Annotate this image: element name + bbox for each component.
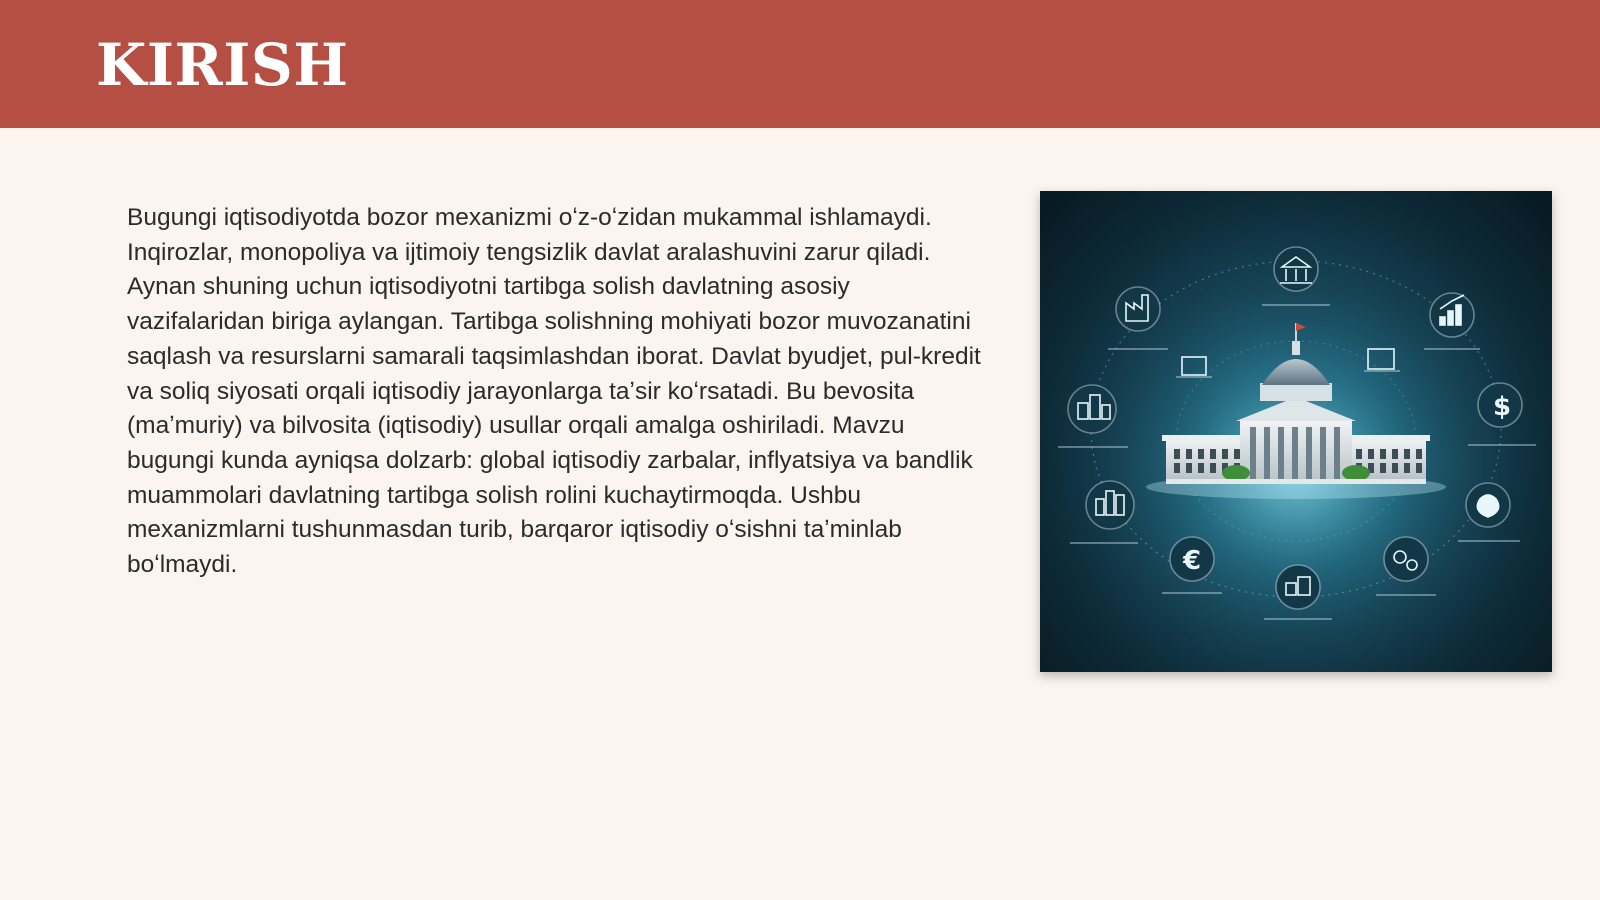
body-paragraph: Bugungi iqtisodiyotda bozor mexanizmi oʻz-oʻzidan mukammal ishlamaydi. Inqirozlar, monopoliya va ijtimoiy tengsizlik davlat aralashuvini zarur qiladi. Aynan shuning uchun iqtisodiyotni tartibga solish davlatning asosiy vazifalaridan biriga aylangan. Tartibga solishning mohiyati bozor muvozanatini saqlash va resurslarni samarali taqsimlashdan iborat. Davlat byudjet, pul-kredit va soliq siyosati orqali iqtisodiy jarayonlarga taʼsir koʻrsatadi. Bu bevosita (maʼmuriy) va bilvosita (iqtisodiy) usullar orqali amalga oshiriladi. Mavzu bugungi kunda ayniqsa dolzarb: global iqtisodiy zarbalar, inflyatsiya va bandlik muammolari davlatning tartibga solish rolini kuchaytirmoqda. Ushbu mexanizmlarni tushunmasdan turib, barqaror iqtisodiy oʻsishni taʼminlab boʻlmaydi. [127,204,981,579]
slide-title: KIRISH [96,31,349,99]
svg-text:$: $ [1492,392,1512,422]
government-illustration [1040,191,1552,672]
illustration-svg [1040,191,1552,672]
svg-text:€: € [1182,546,1202,576]
title-bar [0,0,1600,128]
